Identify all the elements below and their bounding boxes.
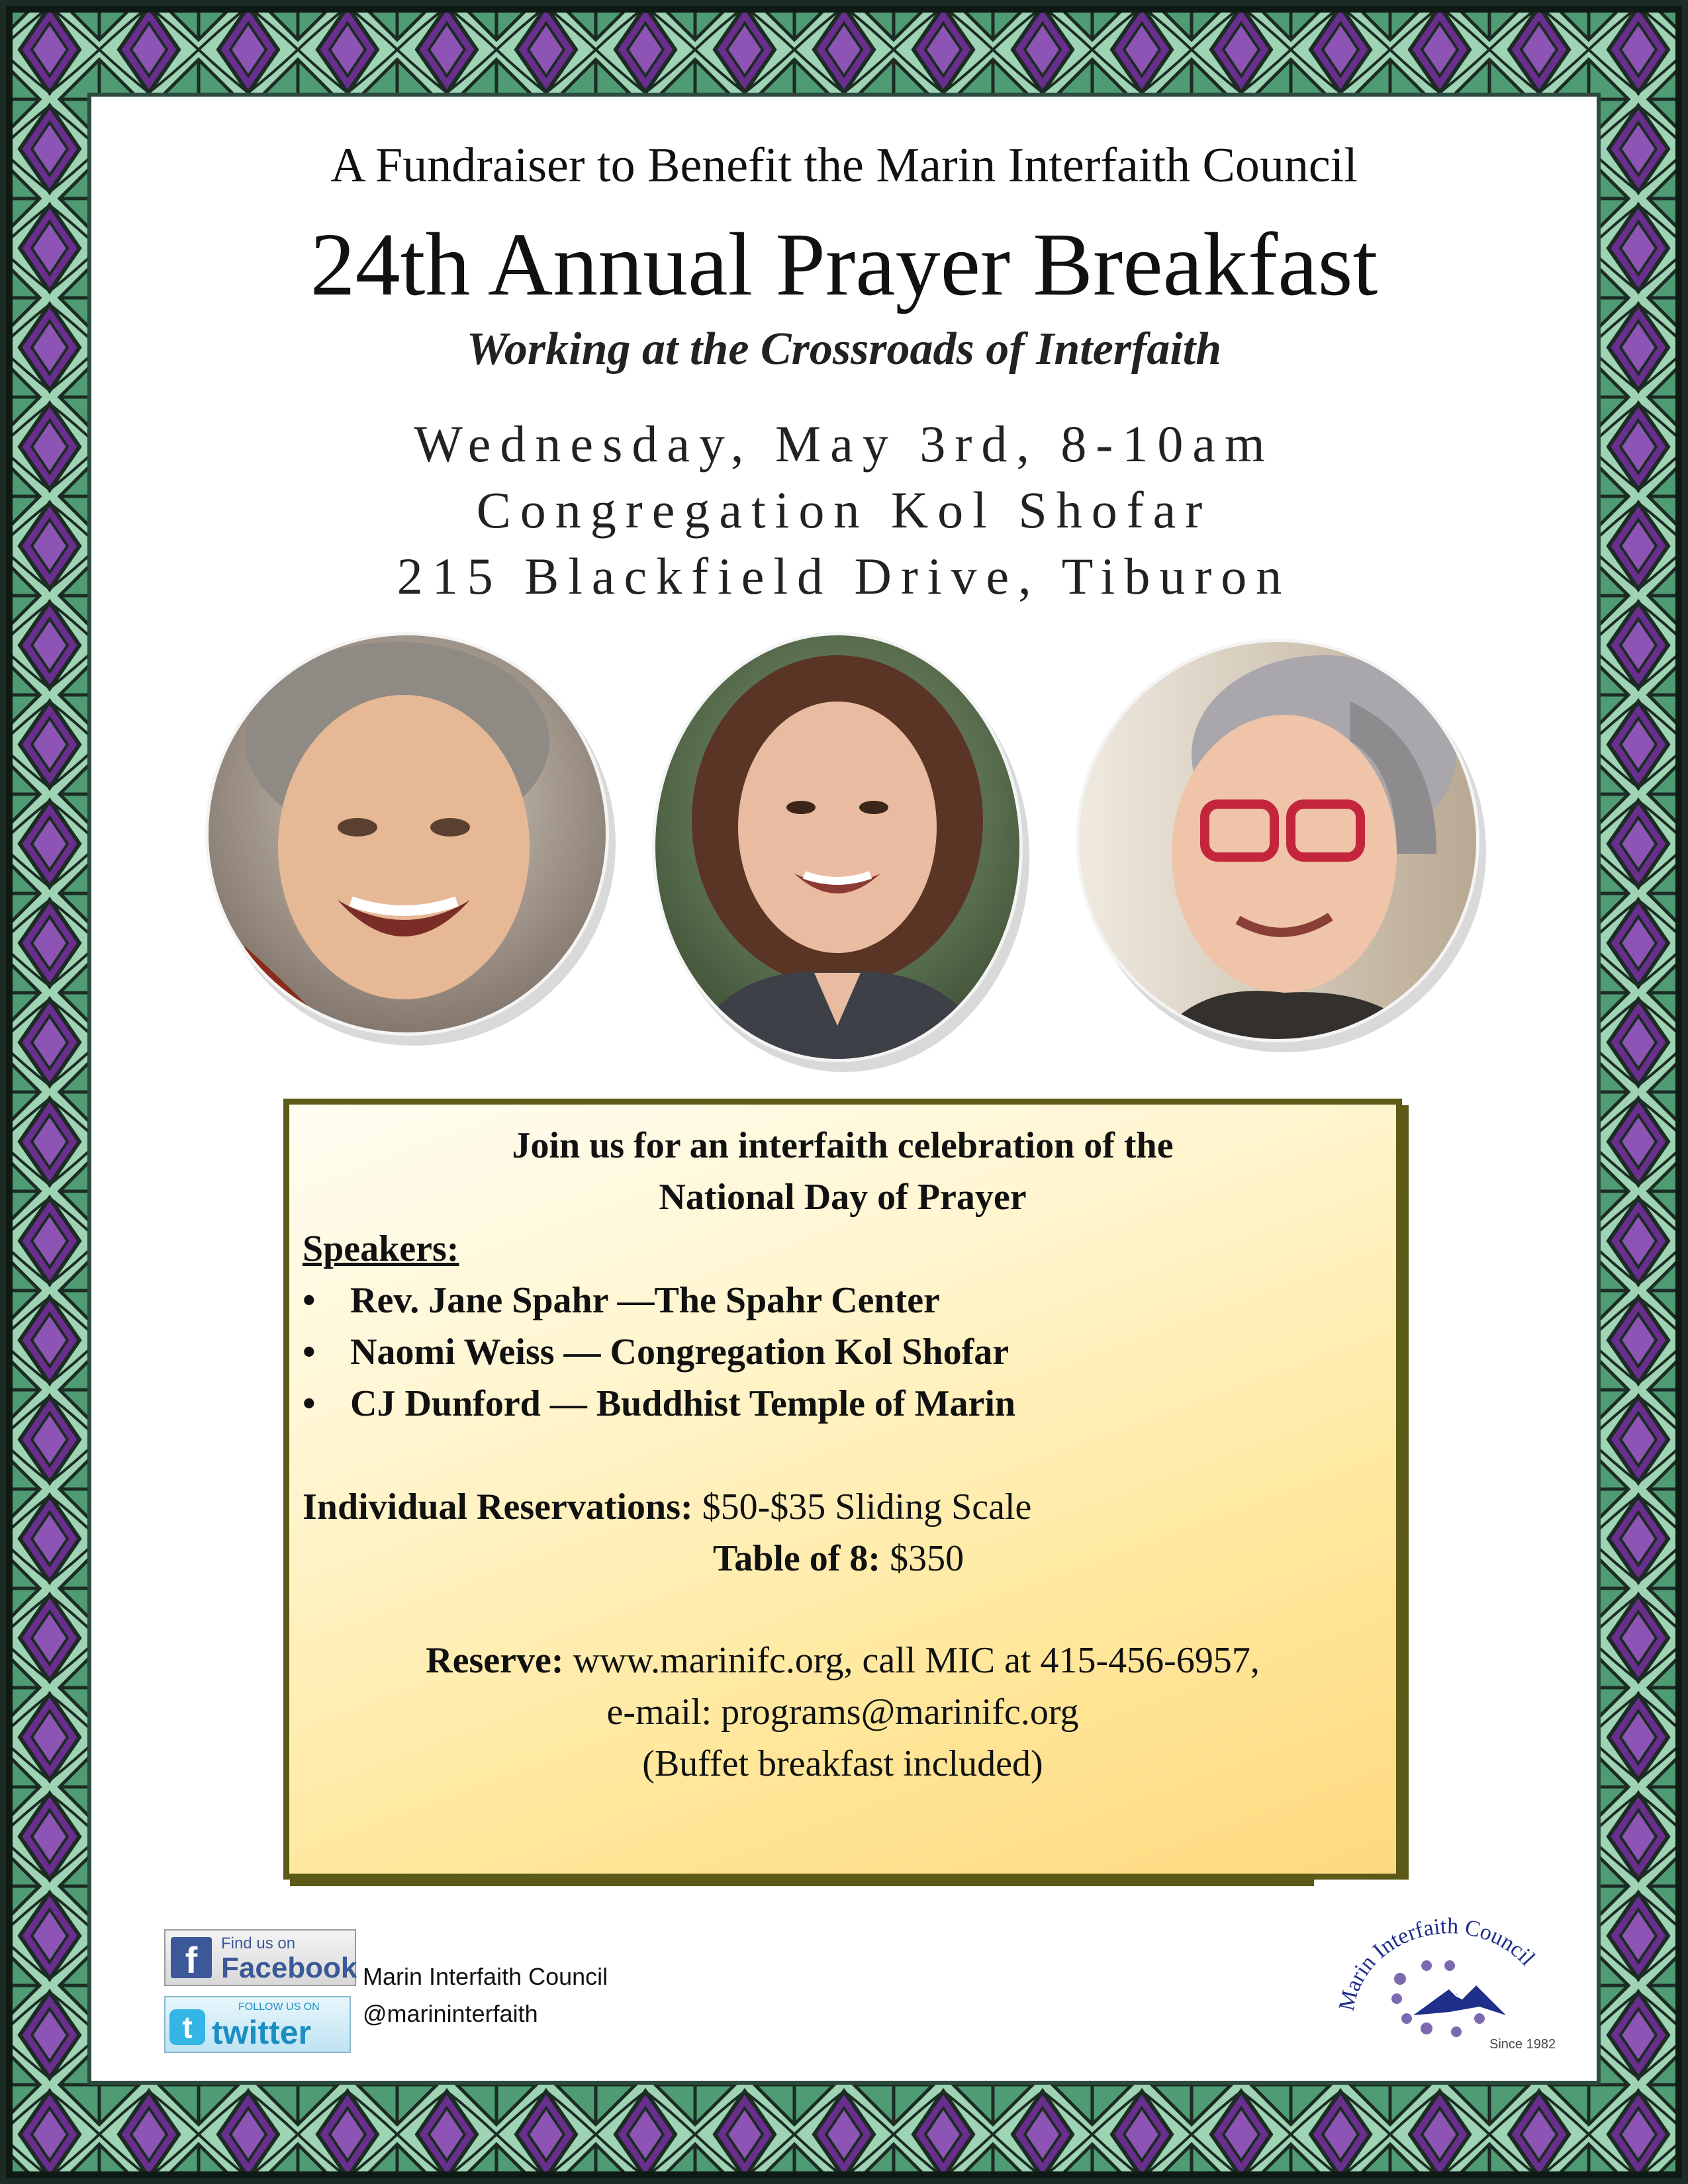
twitter-badge[interactable] bbox=[164, 1996, 351, 2053]
intro-line-1: Join us for an interfaith celebration of the bbox=[512, 1125, 1174, 1166]
page-title: 24th Annual Prayer Breakfast bbox=[310, 215, 1378, 314]
individual-label: Individual Reservations: bbox=[303, 1486, 693, 1527]
speaker-photo-1 bbox=[199, 629, 622, 1052]
facebook-icon: f bbox=[171, 1937, 212, 1978]
twitter-handle: @marininterfaith bbox=[363, 2000, 538, 2027]
facebook-small-text: Find us on bbox=[221, 1934, 296, 1952]
individual-reservations bbox=[303, 1486, 1031, 1528]
speakers-label: Speakers: bbox=[303, 1228, 459, 1269]
table-reservations bbox=[713, 1537, 964, 1580]
twitter-small-text: FOLLOW US ON bbox=[238, 2001, 320, 2013]
twitter-icon: t bbox=[169, 2009, 205, 2045]
speaker-item bbox=[303, 1331, 1009, 1373]
bullet-icon: • bbox=[303, 1280, 316, 1321]
logo-since: Since 1982 bbox=[1489, 2037, 1556, 2052]
mic-logo bbox=[1314, 1880, 1579, 2078]
speaker-name: Naomi Weiss — Congregation Kol Shofar bbox=[350, 1332, 1009, 1373]
speaker-item bbox=[303, 1383, 1015, 1425]
individual-value: $50-$35 Sliding Scale bbox=[702, 1486, 1032, 1527]
event-address: 215 Blackfield Drive, Tiburon bbox=[397, 547, 1291, 605]
reserve-value[interactable]: www.marinifc.org, call MIC at 415-456-6957, bbox=[573, 1640, 1260, 1681]
table-label: Table of 8: bbox=[713, 1538, 881, 1579]
bullet-icon: • bbox=[303, 1332, 316, 1373]
email-line[interactable]: e-mail: programs@marinifc.org bbox=[606, 1692, 1079, 1733]
facebook-account-name: Marin Interfaith Council bbox=[363, 1963, 608, 1990]
buffet-line: (Buffet breakfast included) bbox=[642, 1743, 1043, 1784]
event-info-box bbox=[283, 1099, 1402, 1880]
table-value: $350 bbox=[890, 1538, 964, 1579]
facebook-badge[interactable] bbox=[164, 1929, 356, 1986]
event-subtitle: Working at the Crossroads of Interfaith bbox=[466, 324, 1222, 375]
reserve-line bbox=[289, 1639, 1396, 1682]
bullet-icon: • bbox=[303, 1383, 316, 1424]
logo-arc-text: Marin Interfaith Council bbox=[1334, 1914, 1540, 2013]
speaker-photo-2 bbox=[635, 629, 1046, 1079]
speaker-item bbox=[303, 1279, 940, 1322]
fundraiser-line: A Fundraiser to Benefit the Marin Interfaith Council bbox=[330, 138, 1358, 193]
twitter-big-text: twitter bbox=[212, 2014, 311, 2051]
speaker-name: Rev. Jane Spahr —The Spahr Center bbox=[350, 1280, 940, 1321]
intro-line-2: National Day of Prayer bbox=[659, 1177, 1027, 1218]
event-date-time: Wednesday, May 3rd, 8-10am bbox=[414, 415, 1274, 473]
reserve-label: Reserve: bbox=[426, 1640, 564, 1681]
facebook-big-text: Facebook bbox=[221, 1952, 357, 1984]
speaker-name: CJ Dunford — Buddhist Temple of Marin bbox=[350, 1383, 1016, 1424]
mic-logo-graphic bbox=[1314, 1880, 1579, 2078]
speaker-photo-3 bbox=[1066, 635, 1496, 1059]
event-venue: Congregation Kol Shofar bbox=[476, 481, 1212, 539]
